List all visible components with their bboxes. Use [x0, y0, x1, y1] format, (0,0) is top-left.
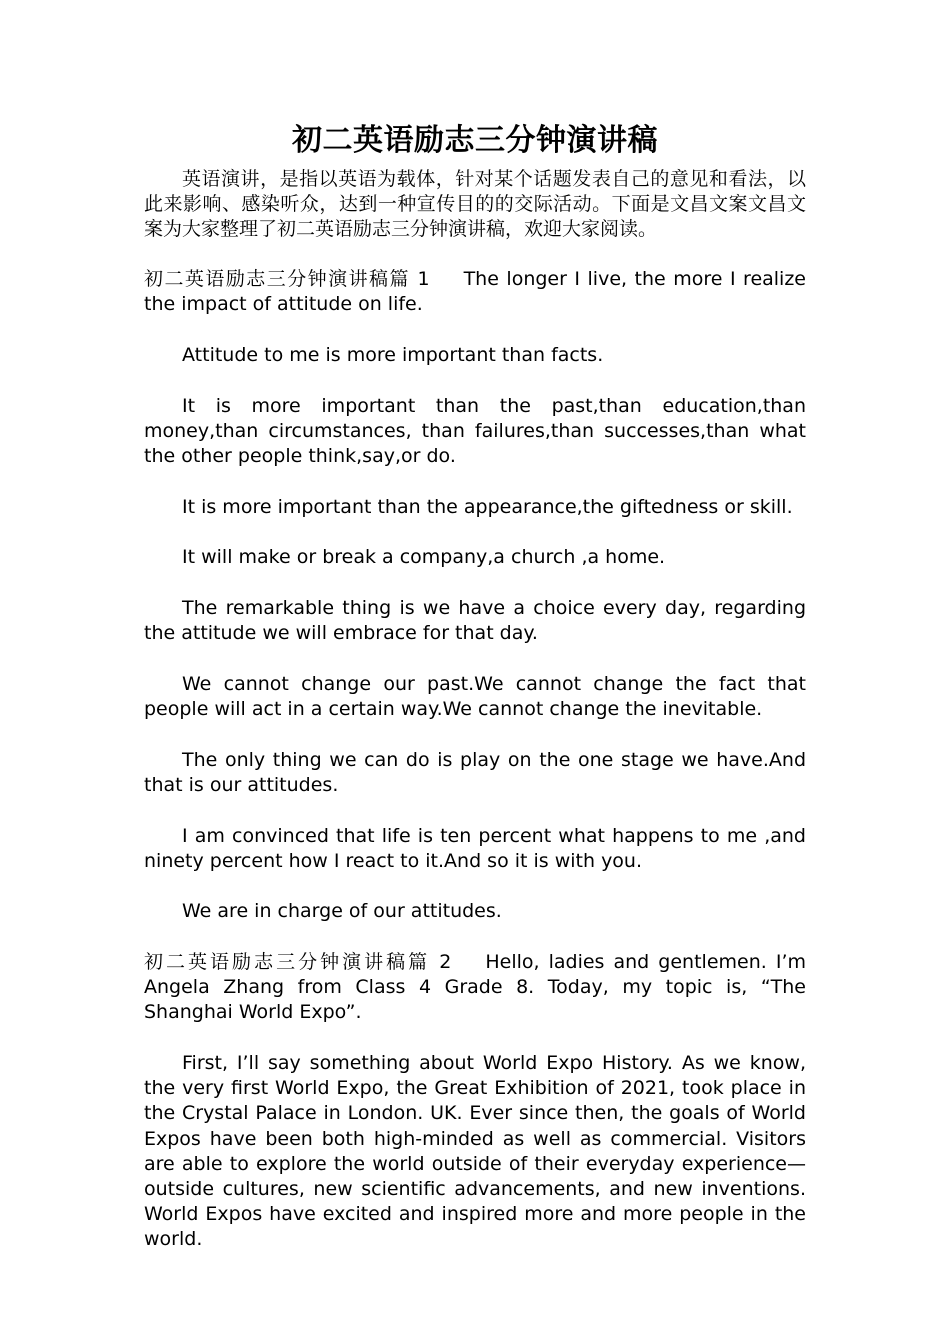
- section2-first-text: Hello, ladies and gentlemen. I’m Angela Zhang from Class 4 Grade 8. Today, my topic is, “The Shanghai World Expo”.: [144, 951, 806, 1024]
- section1-first-text: The longer I live, the more I realize the impact of attitude on life.: [144, 268, 807, 316]
- intro-paragraph: 英语演讲，是指以英语为载体，针对某个话题发表自己的意见和看法，以此来影响、感染听众，达到一种宣传目的的交际活动。下面是文昌文案文昌文案为大家整理了初二英语励志三分钟演讲稿，欢迎大家阅读。: [144, 168, 806, 241]
- document-title: 初二英语励志三分钟演讲稿: [292, 123, 658, 158]
- section1-paragraph: We cannot change our past.We cannot change the fact that people will act in a certain way.We cannot change the inevitable.: [144, 673, 806, 721]
- section1-paragraph: It will make or break a company,a church ,a home.: [182, 546, 666, 568]
- section2-paragraph: First, I’ll say something about World Expo History. As we know, the very first World Expo, the Great Exhibition of 2021, took place in the Crystal Palace in London. UK. Ever since then, the goals of World Expos have been both high-minded as well as commercial. Visitors are able to explore the world outside of their everyday experience—outside cultures, new scientific advancements, and new inventions. World Expos have excited and inspired more and more people in the world.: [144, 1052, 806, 1251]
- section1-paragraph: I am convinced that life is ten percent what happens to me ,and ninety percent how I react to it.And so it is with you.: [144, 825, 806, 873]
- section1-first-paragraph: [144, 267, 806, 317]
- section1-paragraph: Attitude to me is more important than facts.: [182, 344, 604, 366]
- section1-paragraph: It is more important than the past,than education,than money,than circumstances, than failures,than successes,than what the other people think,say,or do.: [144, 395, 806, 468]
- section1-heading: 初二英语励志三分钟演讲稿篇 1: [144, 268, 430, 290]
- section1-paragraph: It is more important than the appearance,the giftedness or skill.: [182, 496, 793, 518]
- section1-paragraph: We are in charge of our attitudes.: [182, 900, 502, 922]
- section1-paragraph: The remarkable thing is we have a choice every day, regarding the attitude we will embrace for that day.: [144, 597, 806, 645]
- section2-first-paragraph: [144, 950, 806, 1026]
- section2-heading: 初二英语励志三分钟演讲稿篇 2: [144, 951, 452, 973]
- section1-paragraph: The only thing we can do is play on the one stage we have.And that is our attitudes.: [144, 749, 806, 797]
